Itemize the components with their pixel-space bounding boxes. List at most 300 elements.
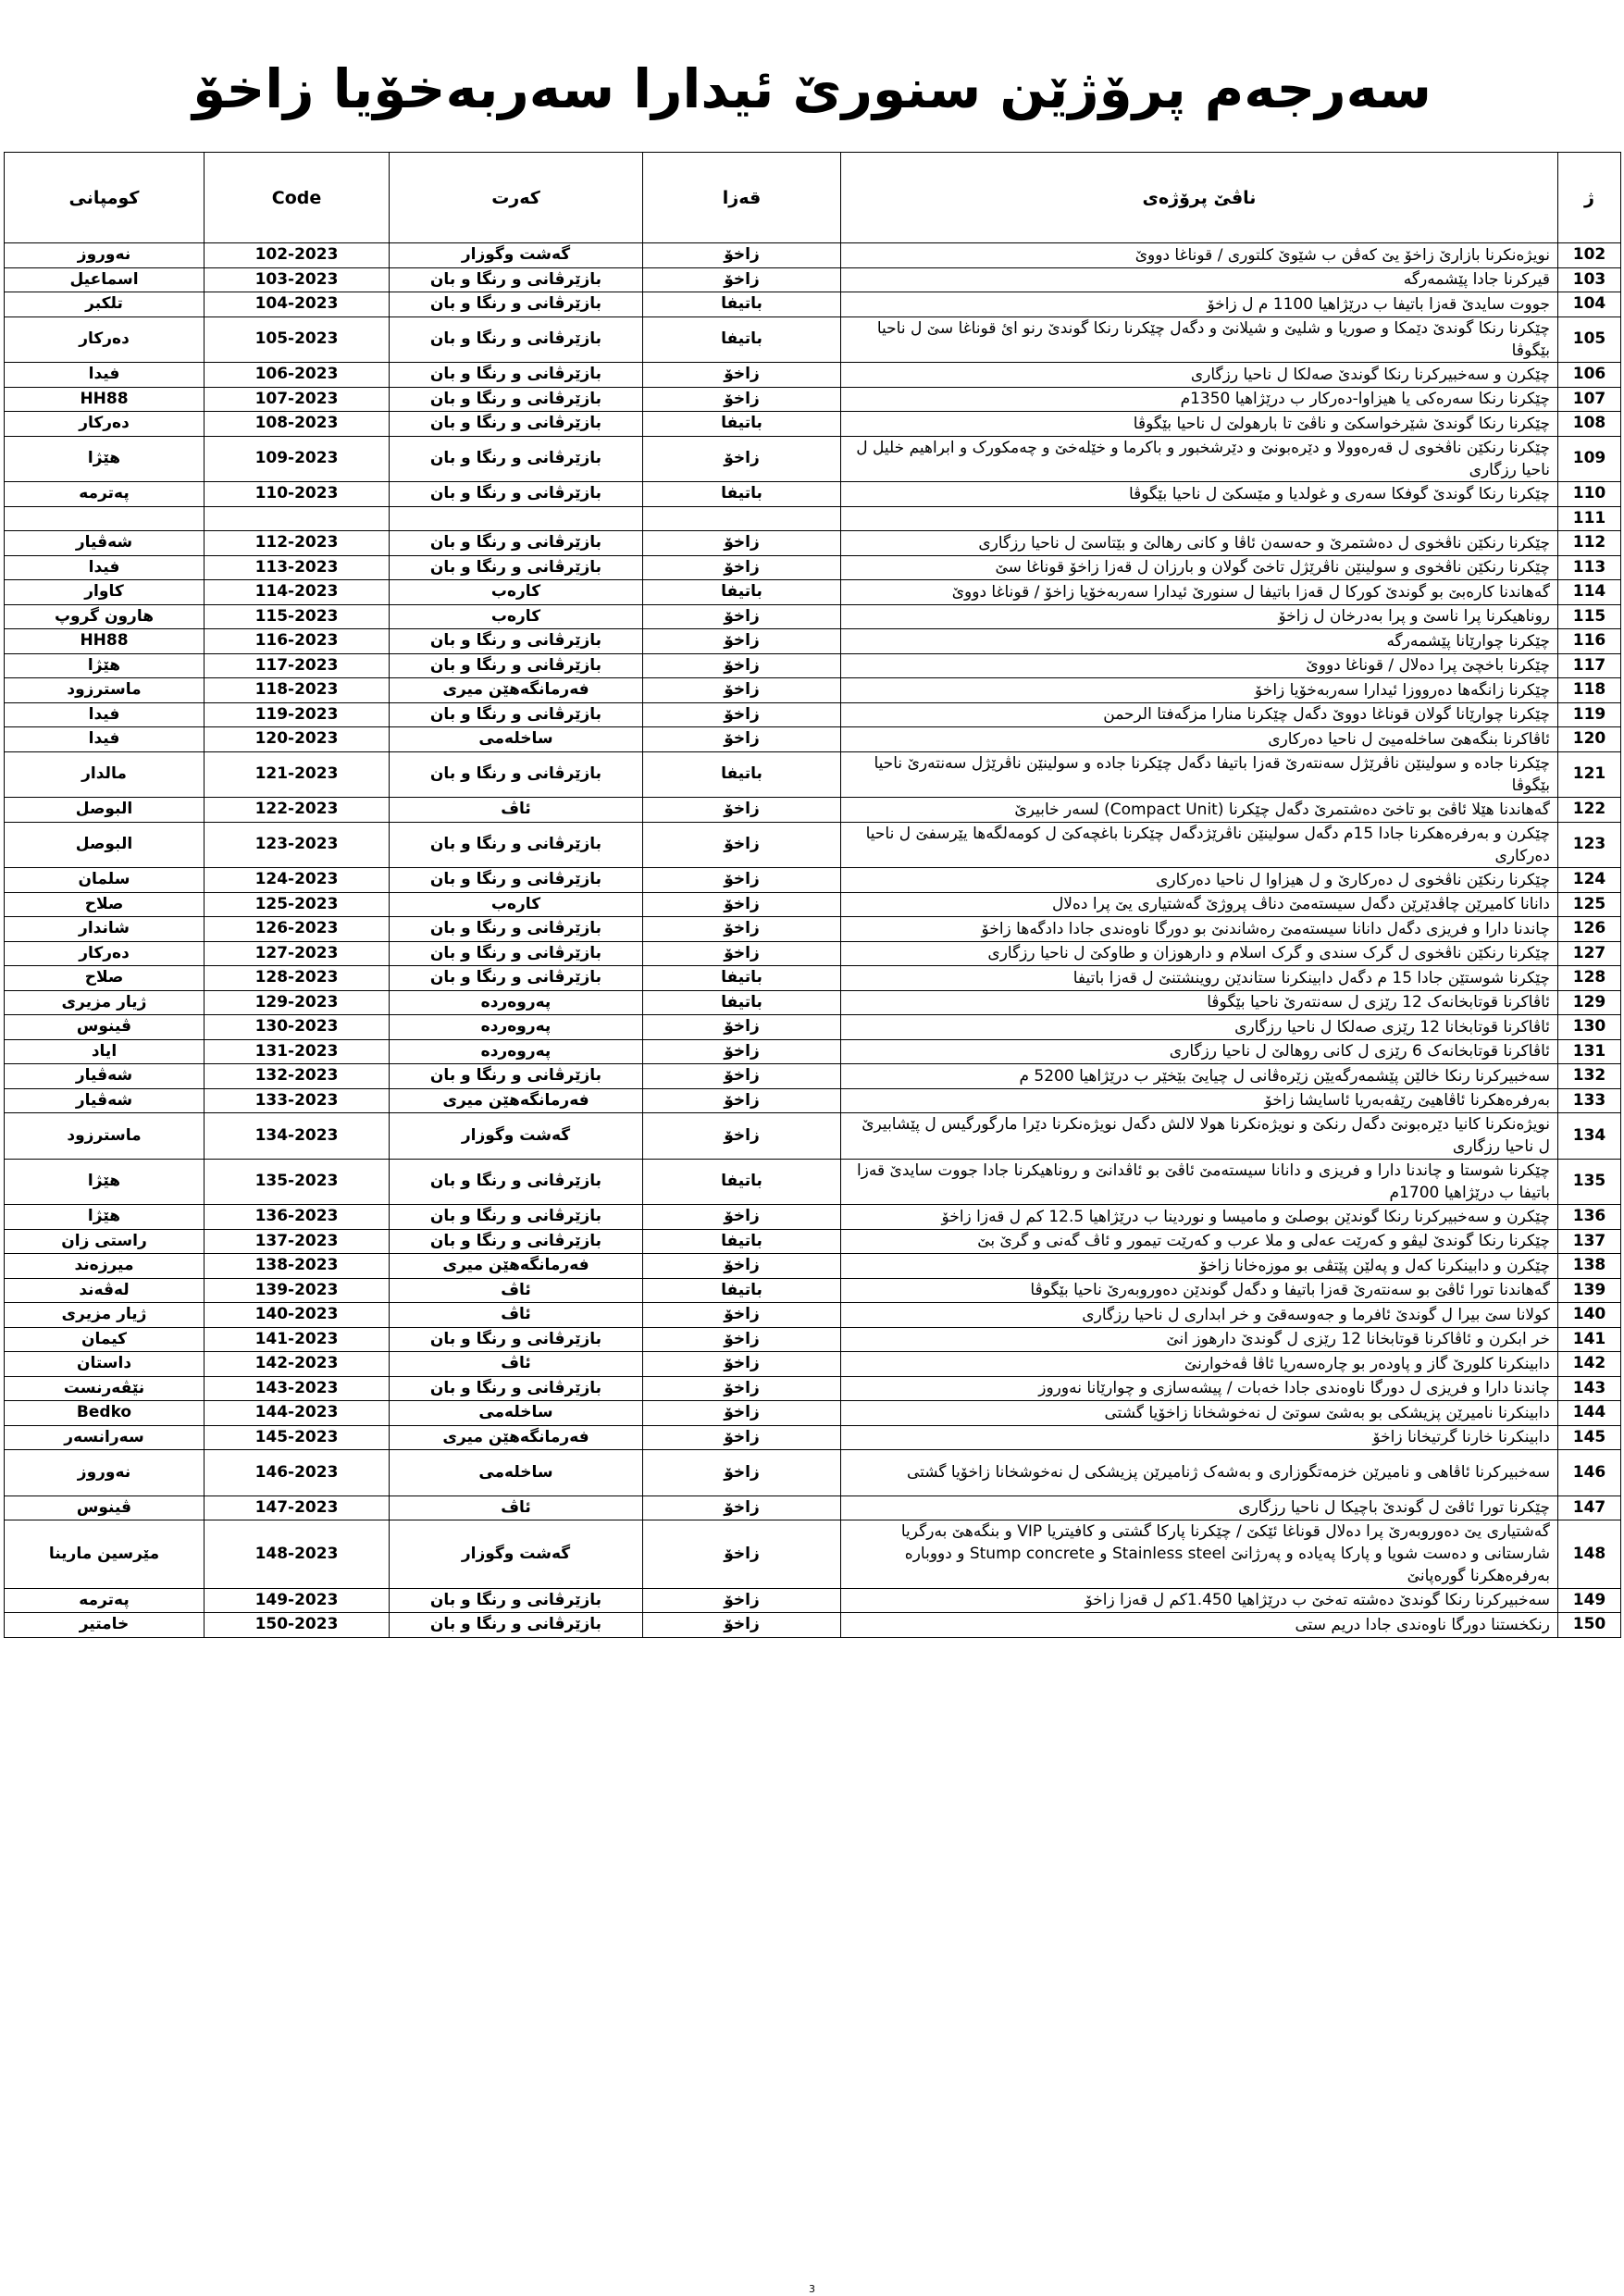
cell-company: فیدا — [5, 702, 205, 727]
cell-project-name: جووت سایدێ قەزا باتیفا ب درێژاهیا 1100 م ل زاخۆ — [841, 292, 1558, 317]
cell-sector: بازێرڤانی و رنگا و بان — [390, 316, 643, 363]
cell-district: باتیفا — [643, 412, 841, 437]
cell-number: 137 — [1558, 1229, 1621, 1254]
cell-project-name: چێکرنا رنکێن ناڤخوی ل قەرەوولا و دێرەبونێ و دێرشخبور و باکرما و خێلەخێ و چەمکورک و ابراهیم خلیل ل ناحیا رزگاری — [841, 436, 1558, 482]
table-body — [5, 243, 1621, 1638]
cell-sector: فەرمانگەهێن میری — [390, 1088, 643, 1113]
cell-project-name: چێکرنا رنکێن ناڤخوی ل دەرکارێ و ل هیزاوا ل ناحیا دەرکاری — [841, 868, 1558, 893]
cell-number: 139 — [1558, 1278, 1621, 1303]
table-row — [5, 702, 1621, 727]
cell-project-name: گەهاندنا تورا ئاڤێ بو سەنتەرێ قەزا باتیفا و دگەل گوندێن دەوروبەرێ ناحیا بێگوڤا — [841, 1278, 1558, 1303]
cell-number: 143 — [1558, 1376, 1621, 1401]
cell-number: 105 — [1558, 316, 1621, 363]
cell-company: شەڤیار — [5, 531, 205, 556]
cell-sector: بازێرڤانی و رنگا و بان — [390, 1588, 643, 1613]
table-row — [5, 531, 1621, 556]
cell-code: 138-2023 — [205, 1254, 390, 1279]
table-row — [5, 1015, 1621, 1040]
cell-project-name: چێکرن و سەخبیرکرنا رنکا گوندێ صەلکا ل ناحیا رزگاری — [841, 363, 1558, 388]
cell-company: فیدا — [5, 727, 205, 752]
cell-sector: بازێرڤانی و رنگا و بان — [390, 1064, 643, 1089]
cell-company: هارون گروپ — [5, 604, 205, 629]
cell-district: زاخۆ — [643, 653, 841, 678]
table-row — [5, 941, 1621, 966]
cell-number: 113 — [1558, 555, 1621, 580]
cell-code: 115-2023 — [205, 604, 390, 629]
cell-number: 117 — [1558, 653, 1621, 678]
table-row — [5, 1588, 1621, 1613]
cell-code: 110-2023 — [205, 482, 390, 507]
cell-district: زاخۆ — [643, 604, 841, 629]
cell-district: زاخۆ — [643, 1352, 841, 1377]
cell-number: 108 — [1558, 412, 1621, 437]
cell-project-name: بەرفرەهکرنا ئاڤاهیێ رێڤەبەریا ئاسایشا زاخۆ — [841, 1088, 1558, 1113]
cell-company — [5, 506, 205, 531]
cell-sector: بازێرڤانی و رنگا و بان — [390, 555, 643, 580]
cell-project-name: چاندنا دارا و فریزی دگەل دانانا سیستەمێ رەشاندنێ بو دورگا ناوەندی جادا دادگەها زاخۆ — [841, 917, 1558, 942]
cell-project-name: گەهاندنا هێلا ئاڤێ بو تاخێ دەشتمرێ دگەل چێکرنا (Compact Unit) لسەر خابیرێ — [841, 798, 1558, 823]
cell-district — [643, 506, 841, 531]
cell-code: 104-2023 — [205, 292, 390, 317]
cell-sector: بازێرڤانی و رنگا و بان — [390, 941, 643, 966]
cell-number: 112 — [1558, 531, 1621, 556]
cell-sector: بازێرڤانی و رنگا و بان — [390, 267, 643, 292]
cell-code: 102-2023 — [205, 243, 390, 268]
table-row — [5, 990, 1621, 1015]
cell-sector: ئاڤ — [390, 1303, 643, 1328]
table-row — [5, 267, 1621, 292]
cell-sector: فەرمانگەهێن میری — [390, 1254, 643, 1279]
cell-company: مێرسین مارینا — [5, 1520, 205, 1589]
cell-district: زاخۆ — [643, 1039, 841, 1064]
cell-district: زاخۆ — [643, 1520, 841, 1589]
table-row — [5, 243, 1621, 268]
cell-company: ژیار مزیری — [5, 990, 205, 1015]
cell-code: 140-2023 — [205, 1303, 390, 1328]
cell-district: زاخۆ — [643, 1254, 841, 1279]
cell-code: 130-2023 — [205, 1015, 390, 1040]
cell-company: HH88 — [5, 629, 205, 654]
table-row — [5, 1425, 1621, 1450]
cell-code: 136-2023 — [205, 1205, 390, 1230]
table-row — [5, 822, 1621, 868]
table-header-row — [5, 153, 1621, 243]
cell-company: مالدار — [5, 751, 205, 798]
cell-code: 108-2023 — [205, 412, 390, 437]
cell-project-name: چێکرنا رنکێن ناڤخوی ل دەشتمرێ و حەسەن ئاڤا و کانی رهالێ و بێتاسێ ل ناحیا رزگاری — [841, 531, 1558, 556]
cell-code: 121-2023 — [205, 751, 390, 798]
table-row — [5, 727, 1621, 752]
cell-company: البوصل — [5, 822, 205, 868]
column-header-company: کومپانی — [5, 153, 205, 243]
cell-project-name: ئاڤاکرنا قوتابخانا 12 رێزی صەلکا ل ناحیا رزگاری — [841, 1015, 1558, 1040]
cell-district: زاخۆ — [643, 363, 841, 388]
cell-code: 113-2023 — [205, 555, 390, 580]
cell-project-name: دابینکرنا کلورێ گاز و پاودەر بو چارەسەریا ئاڤا ڤەخوارنێ — [841, 1352, 1558, 1377]
cell-number: 147 — [1558, 1496, 1621, 1520]
column-header-project-name: ناڤێ پرۆژەی — [841, 153, 1558, 243]
cell-district: باتیفا — [643, 316, 841, 363]
cell-district: زاخۆ — [643, 798, 841, 823]
cell-number: 140 — [1558, 1303, 1621, 1328]
cell-company: خامتیر — [5, 1613, 205, 1638]
cell-number: 110 — [1558, 482, 1621, 507]
cell-project-name: چێکرنا رنکێن ناڤخوی و سولینێن ناڤرێژل تاخێ گولان و بارزان ل قەزا زاخۆ قوناغا سێ — [841, 555, 1558, 580]
cell-number: 133 — [1558, 1088, 1621, 1113]
cell-number: 107 — [1558, 387, 1621, 412]
cell-district: زاخۆ — [643, 1425, 841, 1450]
cell-company: ڤینوس — [5, 1496, 205, 1520]
cell-code: 141-2023 — [205, 1327, 390, 1352]
table-row — [5, 580, 1621, 605]
cell-district: زاخۆ — [643, 1327, 841, 1352]
cell-project-name: چێکرن و دابینکرنا کەل و پەلێن پێتڤی بو موزەخانا زاخۆ — [841, 1254, 1558, 1279]
table-row — [5, 363, 1621, 388]
cell-company: میرزەند — [5, 1254, 205, 1279]
page-title: سەرجەم پرۆژێن سنورێ ئیدارا سەربەخۆیا زاخۆ — [192, 57, 1432, 120]
cell-sector: فەرمانگەهێن میری — [390, 1425, 643, 1450]
cell-project-name: گەشتیاری یێ دەوروبەرێ پرا دەلال قوناغا ئێکێ / چێکرنا پارکا گشتی و کافیتریا VIP و بنگەهێ بەرگریا شارستانی و دەست شویا و پارکا پەیادە و پەرژانێ Stainless steel و Stump concrete و دووبارە بەرفرەهکرنا گورەپانێ — [841, 1520, 1558, 1589]
column-header-number: ژ — [1558, 153, 1621, 243]
cell-sector: بازێرڤانی و رنگا و بان — [390, 629, 643, 654]
table-row — [5, 1039, 1621, 1064]
cell-project-name — [841, 506, 1558, 531]
cell-district: زاخۆ — [643, 1113, 841, 1160]
cell-company: تلکبر — [5, 292, 205, 317]
cell-number: 126 — [1558, 917, 1621, 942]
cell-district: باتیفا — [643, 1159, 841, 1205]
cell-district: باتیفا — [643, 292, 841, 317]
cell-number: 122 — [1558, 798, 1621, 823]
cell-code: 143-2023 — [205, 1376, 390, 1401]
cell-company: نەوروز — [5, 243, 205, 268]
cell-company: پەترمە — [5, 482, 205, 507]
cell-district: زاخۆ — [643, 267, 841, 292]
cell-company: صلاح — [5, 892, 205, 917]
cell-district: باتیفا — [643, 580, 841, 605]
cell-sector: بازێرڤانی و رنگا و بان — [390, 412, 643, 437]
table-row — [5, 506, 1621, 531]
cell-sector: بازێرڤانی و رنگا و بان — [390, 292, 643, 317]
cell-code: 139-2023 — [205, 1278, 390, 1303]
cell-sector: پەروەردە — [390, 1039, 643, 1064]
table-row — [5, 1401, 1621, 1426]
cell-company: هێژا — [5, 1205, 205, 1230]
cell-project-name: گەهاندنا کارەبێ بو گوندێ کورکا ل قەزا باتیفا ل سنورێ ئیدارا سەربەخۆیا زاخۆ / قوناغا دووێ — [841, 580, 1558, 605]
cell-district: زاخۆ — [643, 629, 841, 654]
cell-code: 135-2023 — [205, 1159, 390, 1205]
cell-project-name: دابینکرنا نامیرێن پزیشکی بو بەشێ سوتێ ل نەخوشخانا زاخۆیا گشتی — [841, 1401, 1558, 1426]
cell-district: زاخۆ — [643, 822, 841, 868]
table-row — [5, 653, 1621, 678]
table-row — [5, 292, 1621, 317]
cell-number: 128 — [1558, 966, 1621, 991]
cell-sector: ساخلەمی — [390, 1401, 643, 1426]
cell-number: 123 — [1558, 822, 1621, 868]
table-row — [5, 1278, 1621, 1303]
cell-code: 144-2023 — [205, 1401, 390, 1426]
cell-company: شەڤیار — [5, 1064, 205, 1089]
table-row — [5, 1113, 1621, 1160]
cell-project-name: چێکرنا چوارێانا پێشمەرگە — [841, 629, 1558, 654]
cell-district: زاخۆ — [643, 1088, 841, 1113]
table-row — [5, 1520, 1621, 1589]
cell-code: 112-2023 — [205, 531, 390, 556]
cell-company: هێژا — [5, 653, 205, 678]
table-row — [5, 412, 1621, 437]
cell-company: اسماعیل — [5, 267, 205, 292]
cell-code: 145-2023 — [205, 1425, 390, 1450]
cell-project-name: چێکرنا رنکێن ناڤخوی ل گرک سندی و گرک اسلام و دارهوزان و طاوکێ ل ناحیا رزگاری — [841, 941, 1558, 966]
cell-code: 149-2023 — [205, 1588, 390, 1613]
table-row — [5, 966, 1621, 991]
cell-sector: بازێرڤانی و رنگا و بان — [390, 363, 643, 388]
table-row — [5, 892, 1621, 917]
cell-district: باتیفا — [643, 482, 841, 507]
cell-company: فیدا — [5, 363, 205, 388]
cell-project-name: دانانا کامیرێن چاڤدێرێن دگەل سیستەمێ دناڤ پروژێ گەشتیاری یێ پرا دەلال — [841, 892, 1558, 917]
cell-code: 105-2023 — [205, 316, 390, 363]
cell-code: 119-2023 — [205, 702, 390, 727]
cell-number: 119 — [1558, 702, 1621, 727]
cell-code: 103-2023 — [205, 267, 390, 292]
cell-sector: بازێرڤانی و رنگا و بان — [390, 653, 643, 678]
cell-code: 150-2023 — [205, 1613, 390, 1638]
cell-number: 115 — [1558, 604, 1621, 629]
cell-company: دەرکار — [5, 412, 205, 437]
cell-code: 137-2023 — [205, 1229, 390, 1254]
cell-project-name: چێکرنا رنکا گوندێ شێرخواسکێ و ناڤێ تا بارهولێ ل ناحیا بێگوڤا — [841, 412, 1558, 437]
table-row — [5, 917, 1621, 942]
cell-company: پەترمە — [5, 1588, 205, 1613]
table-row — [5, 629, 1621, 654]
cell-sector: بازێرڤانی و رنگا و بان — [390, 1159, 643, 1205]
table-row — [5, 1303, 1621, 1328]
table-row — [5, 1088, 1621, 1113]
cell-sector: بازێرڤانی و رنگا و بان — [390, 1327, 643, 1352]
cell-district: زاخۆ — [643, 1205, 841, 1230]
cell-sector: بازێرڤانی و رنگا و بان — [390, 822, 643, 868]
table-row — [5, 751, 1621, 798]
cell-sector: بازێرڤانی و رنگا و بان — [390, 751, 643, 798]
cell-project-name: قیرکرنا جادا پێشمەرگە — [841, 267, 1558, 292]
cell-sector: بازێرڤانی و رنگا و بان — [390, 702, 643, 727]
column-header-district: قەزا — [643, 153, 841, 243]
cell-company: اياد — [5, 1039, 205, 1064]
cell-district: زاخۆ — [643, 531, 841, 556]
cell-code: 114-2023 — [205, 580, 390, 605]
cell-number: 102 — [1558, 243, 1621, 268]
cell-district: زاخۆ — [643, 892, 841, 917]
column-header-code: Code — [205, 153, 390, 243]
cell-district: زاخۆ — [643, 1376, 841, 1401]
cell-project-name: چێکرنا رنکا گوندێ لیڤو و کەرێت عەلی و ملا عرب و کەرێت تیمور و ئاڤ گەنی و گرێ بێ — [841, 1229, 1558, 1254]
cell-number: 146 — [1558, 1450, 1621, 1496]
cell-project-name: چێکرنا باخچێ پرا دەلال / قوناغا دووێ — [841, 653, 1558, 678]
cell-code — [205, 506, 390, 531]
cell-company: دەرکار — [5, 316, 205, 363]
cell-code: 107-2023 — [205, 387, 390, 412]
cell-number: 142 — [1558, 1352, 1621, 1377]
page-number: 3 — [809, 2283, 815, 2295]
cell-number: 120 — [1558, 727, 1621, 752]
cell-company: راستی زان — [5, 1229, 205, 1254]
cell-number: 145 — [1558, 1425, 1621, 1450]
cell-company: فیدا — [5, 555, 205, 580]
cell-project-name: سەخبیرکرنا ئاڤاهی و نامیرێن خزمەتگوزاری و بەشەک ژنامیرێن پزیشکی ل نەخوشخانا زاخۆیا گشتی — [841, 1450, 1558, 1496]
cell-project-name: نویژەنکرنا بازارێ زاخۆ یێ کەڤن ب شێوێ کلتوری / قوناغا دووێ — [841, 243, 1558, 268]
cell-code: 126-2023 — [205, 917, 390, 942]
table-row — [5, 1229, 1621, 1254]
cell-project-name: چێکرنا شوستا و چاندنا دارا و فریزی و دانانا سیستەمێ ئاڤێ بو ئاڤدانێ و روناهیکرنا جادا جووت سایدێ قەزا باتیفا ب درێژاهیا 1700م — [841, 1159, 1558, 1205]
cell-project-name: چێکرنا زانگەها دەرووزا ئیدارا سەربەخۆیا زاخۆ — [841, 678, 1558, 703]
cell-code: 120-2023 — [205, 727, 390, 752]
cell-sector: بازێرڤانی و رنگا و بان — [390, 1376, 643, 1401]
table-row — [5, 798, 1621, 823]
cell-sector: بازێرڤانی و رنگا و بان — [390, 482, 643, 507]
cell-district: باتیفا — [643, 751, 841, 798]
table-row — [5, 316, 1621, 363]
cell-district: زاخۆ — [643, 1303, 841, 1328]
table-row — [5, 482, 1621, 507]
cell-sector: ئاڤ — [390, 1496, 643, 1520]
cell-code: 133-2023 — [205, 1088, 390, 1113]
cell-number: 138 — [1558, 1254, 1621, 1279]
cell-project-name: چاندنا دارا و فریزی ل دورگا ناوەندی جادا خەبات / پیشەسازی و چوارێانا نەوروز — [841, 1376, 1558, 1401]
cell-district: زاخۆ — [643, 1588, 841, 1613]
cell-number: 141 — [1558, 1327, 1621, 1352]
cell-district: زاخۆ — [643, 941, 841, 966]
cell-sector: کارەب — [390, 892, 643, 917]
cell-code: 117-2023 — [205, 653, 390, 678]
cell-district: زاخۆ — [643, 868, 841, 893]
cell-number: 150 — [1558, 1613, 1621, 1638]
cell-company: ڤینوس — [5, 1015, 205, 1040]
cell-number: 104 — [1558, 292, 1621, 317]
cell-project-name: چێکرنا شوستێن جادا 15 م دگەل دابینکرنا ستاندێن روینشتنێ ل قەزا باتیفا — [841, 966, 1558, 991]
cell-company: ماسترزود — [5, 678, 205, 703]
cell-district: باتیفا — [643, 1278, 841, 1303]
cell-project-name: سەخبیرکرنا رنکا گوندێ دەشتە تەخێ ب درێژاهیا 1.450کم ل قەزا زاخۆ — [841, 1588, 1558, 1613]
cell-code: 125-2023 — [205, 892, 390, 917]
cell-district: زاخۆ — [643, 243, 841, 268]
cell-code: 142-2023 — [205, 1352, 390, 1377]
cell-company: صلاح — [5, 966, 205, 991]
cell-district: زاخۆ — [643, 1015, 841, 1040]
cell-company: کیمان — [5, 1327, 205, 1352]
cell-company: سلمان — [5, 868, 205, 893]
cell-company: نەوروز — [5, 1450, 205, 1496]
cell-number: 148 — [1558, 1520, 1621, 1589]
cell-number: 125 — [1558, 892, 1621, 917]
cell-number: 134 — [1558, 1113, 1621, 1160]
cell-company: هێژا — [5, 436, 205, 482]
cell-number: 124 — [1558, 868, 1621, 893]
cell-code: 128-2023 — [205, 966, 390, 991]
cell-number: 132 — [1558, 1064, 1621, 1089]
cell-code: 122-2023 — [205, 798, 390, 823]
cell-sector: فەرمانگەهێن میری — [390, 678, 643, 703]
cell-project-name: ئاڤاکرنا بنگەهێ ساخلەمیێ ل ناحیا دەرکاری — [841, 727, 1558, 752]
cell-code: 132-2023 — [205, 1064, 390, 1089]
cell-company: کاوار — [5, 580, 205, 605]
cell-company: هێژا — [5, 1159, 205, 1205]
cell-company: البوصل — [5, 798, 205, 823]
table-row — [5, 1327, 1621, 1352]
cell-company: لەڤەند — [5, 1278, 205, 1303]
cell-number: 135 — [1558, 1159, 1621, 1205]
cell-company: ژیار مزیری — [5, 1303, 205, 1328]
cell-project-name: چێکرنا چوارێانا گولان قوناغا دووێ دگەل چێکرنا منارا مزگەفتا الرحمن — [841, 702, 1558, 727]
cell-company: Bedko — [5, 1401, 205, 1426]
cell-project-name: چێکرن و بەرفرەهکرنا جادا 15م دگەل سولینێن ناڤرێژدگەل چێکرنا باغچەکێ ل کومەلگەها یێرسفێ ل ناحیا دەرکاری — [841, 822, 1558, 868]
cell-code: 116-2023 — [205, 629, 390, 654]
cell-company: دەرکار — [5, 941, 205, 966]
cell-code: 129-2023 — [205, 990, 390, 1015]
table-row — [5, 1064, 1621, 1089]
cell-sector: کارەب — [390, 604, 643, 629]
cell-project-name: کولانا سێ بیرا ل گوندێ ئافرما و جەوسەقێ و خر ابداری ل ناحیا رزگاری — [841, 1303, 1558, 1328]
cell-number: 111 — [1558, 506, 1621, 531]
cell-sector: گەشت وگوزار — [390, 1520, 643, 1589]
cell-number: 118 — [1558, 678, 1621, 703]
cell-number: 129 — [1558, 990, 1621, 1015]
cell-sector: پەروەردە — [390, 990, 643, 1015]
cell-sector: بازێرڤانی و رنگا و بان — [390, 868, 643, 893]
cell-project-name: دابینکرنا خارنا گرتیخانا زاخۆ — [841, 1425, 1558, 1450]
cell-code: 123-2023 — [205, 822, 390, 868]
table-row — [5, 1254, 1621, 1279]
cell-district: زاخۆ — [643, 555, 841, 580]
cell-company: سەرانسەر — [5, 1425, 205, 1450]
table-row — [5, 387, 1621, 412]
cell-company: شەڤیار — [5, 1088, 205, 1113]
cell-number: 109 — [1558, 436, 1621, 482]
cell-sector: کارەب — [390, 580, 643, 605]
cell-number: 114 — [1558, 580, 1621, 605]
cell-number: 121 — [1558, 751, 1621, 798]
cell-number: 130 — [1558, 1015, 1621, 1040]
cell-code: 118-2023 — [205, 678, 390, 703]
table-row — [5, 1613, 1621, 1638]
cell-sector: ساخلەمی — [390, 727, 643, 752]
cell-company: داستان — [5, 1352, 205, 1377]
table-row — [5, 555, 1621, 580]
cell-company: شاندار — [5, 917, 205, 942]
table-row — [5, 1496, 1621, 1520]
column-header-sector: کەرت — [390, 153, 643, 243]
cell-company: ماسترزود — [5, 1113, 205, 1160]
cell-district: زاخۆ — [643, 387, 841, 412]
cell-number: 103 — [1558, 267, 1621, 292]
cell-district: زاخۆ — [643, 1496, 841, 1520]
cell-sector: ئاڤ — [390, 1352, 643, 1377]
cell-project-name: رنکخستنا دورگا ناوەندی جادا دریم ستی — [841, 1613, 1558, 1638]
cell-code: 106-2023 — [205, 363, 390, 388]
cell-number: 106 — [1558, 363, 1621, 388]
projects-table — [4, 152, 1621, 1638]
table-row — [5, 1376, 1621, 1401]
cell-number: 136 — [1558, 1205, 1621, 1230]
cell-project-name: ئاڤاکرنا قوتابخانەک 6 رێزی ل کانی روهالێ ل ناحیا رزگاری — [841, 1039, 1558, 1064]
cell-district: باتیفا — [643, 1229, 841, 1254]
cell-sector: بازێرڤانی و رنگا و بان — [390, 1229, 643, 1254]
cell-district: باتیفا — [643, 990, 841, 1015]
cell-district: زاخۆ — [643, 678, 841, 703]
cell-code: 147-2023 — [205, 1496, 390, 1520]
cell-project-name: چێکرن و سەخبیرکرنا رنکا گوندێن بوصلێ و مامیسا و نوردینا ب درێژاهیا 12.5 کم ل قەزا زاخۆ — [841, 1205, 1558, 1230]
cell-code: 131-2023 — [205, 1039, 390, 1064]
